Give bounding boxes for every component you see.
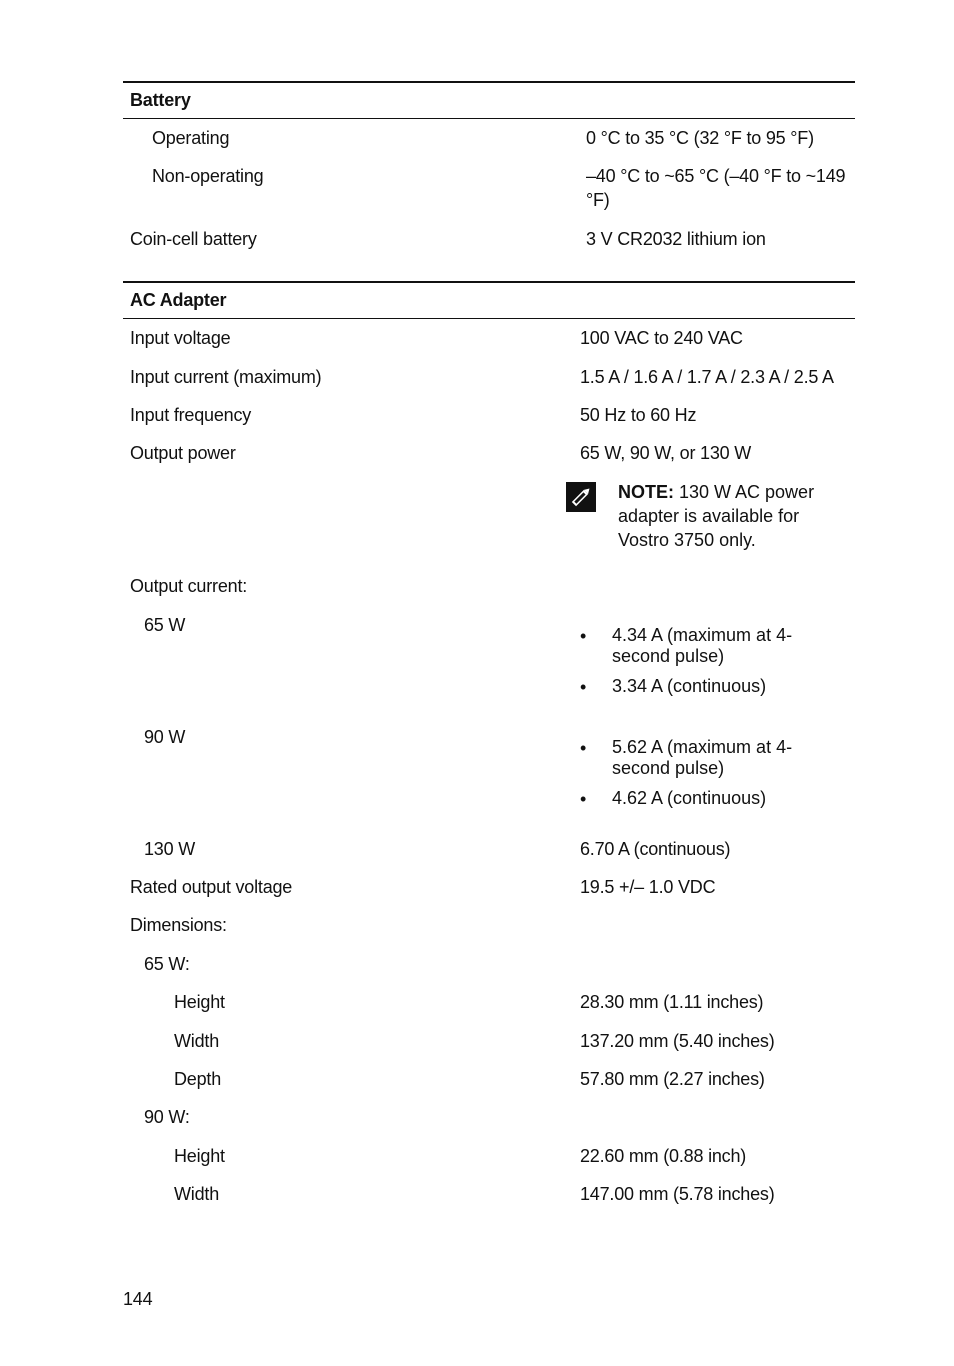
dimensions-90w-width-label: Width [174,1184,220,1204]
battery-coincell-value: 3 V CR2032 lithium ion [586,229,766,249]
bullet-65w-2: • [580,677,587,697]
battery-header-rule [123,118,855,119]
battery-top-rule [123,81,855,83]
bullet-65w-1: • [580,626,587,646]
page-number: 144 [123,1289,153,1309]
input-frequency-label: Input frequency [130,405,252,425]
battery-coincell-label: Coin-cell battery [130,229,257,249]
dimensions-90w-height-value: 22.60 mm (0.88 inch) [580,1146,747,1166]
dimensions-65w-height-value: 28.30 mm (1.11 inches) [580,992,764,1012]
input-voltage-label: Input voltage [130,328,231,348]
output-power-label: Output power [130,443,236,463]
output-power-value: 65 W, 90 W, or 130 W [580,443,752,463]
bullet-90w-1: • [580,738,587,758]
battery-header: Battery [130,90,191,110]
rated-output-voltage-label: Rated output voltage [130,877,293,897]
battery-nonoperating-label: Non-operating [152,166,264,186]
dimensions-label: Dimensions: [130,915,227,935]
ac-adapter-top-rule [123,281,855,283]
dimensions-65w-width-label: Width [174,1031,220,1051]
note-pencil-icon [566,482,596,512]
note-text [618,480,848,552]
output-current-130w-label: 130 W [144,839,196,859]
output-current-90w-label: 90 W [144,727,186,747]
bullet-90w-2: • [580,789,587,809]
dimensions-65w-height-label: Height [174,992,225,1012]
ac-adapter-header-rule [123,318,855,319]
dimensions-65w-depth-label: Depth [174,1069,222,1089]
dimensions-65w-depth-value: 57.80 mm (2.27 inches) [580,1069,765,1089]
rated-output-voltage-value: 19.5 +/– 1.0 VDC [580,877,716,897]
input-current-label: Input current (maximum) [130,367,322,387]
dimensions-65w-label: 65 W: [144,954,190,974]
output-current-65w-label: 65 W [144,615,186,635]
output-current-65w-item-2: 3.34 A (continuous) [612,676,767,696]
input-voltage-value: 100 VAC to 240 VAC [580,328,743,348]
battery-operating-value: 0 °C to 35 °C (32 °F to 95 °F) [586,128,814,148]
battery-operating-label: Operating [152,128,230,148]
output-current-65w-item-1: 4.34 A (maximum at 4-second pulse) [612,625,793,666]
dimensions-90w-height-label: Height [174,1146,225,1166]
output-current-label: Output current: [130,576,248,596]
output-current-90w-item-1: 5.62 A (maximum at 4-second pulse) [612,737,793,778]
output-current-90w-item-2: 4.62 A (continuous) [612,788,767,808]
note-prefix: NOTE: [618,482,674,502]
dimensions-90w-width-value: 147.00 mm (5.78 inches) [580,1184,775,1204]
input-current-value: 1.5 A / 1.6 A / 1.7 A / 2.3 A / 2.5 A [580,367,834,387]
dimensions-90w-label: 90 W: [144,1107,190,1127]
note-body: 130 W AC power adapter is available for Vostro 3750 only. [618,482,815,550]
input-frequency-value: 50 Hz to 60 Hz [580,405,697,425]
ac-adapter-header: AC Adapter [130,290,227,310]
battery-nonoperating-value: –40 °C to ~65 °C (–40 °F to ~149 °F) [586,166,846,210]
dimensions-65w-width-value: 137.20 mm (5.40 inches) [580,1031,775,1051]
output-current-130w-value: 6.70 A (continuous) [580,839,731,859]
